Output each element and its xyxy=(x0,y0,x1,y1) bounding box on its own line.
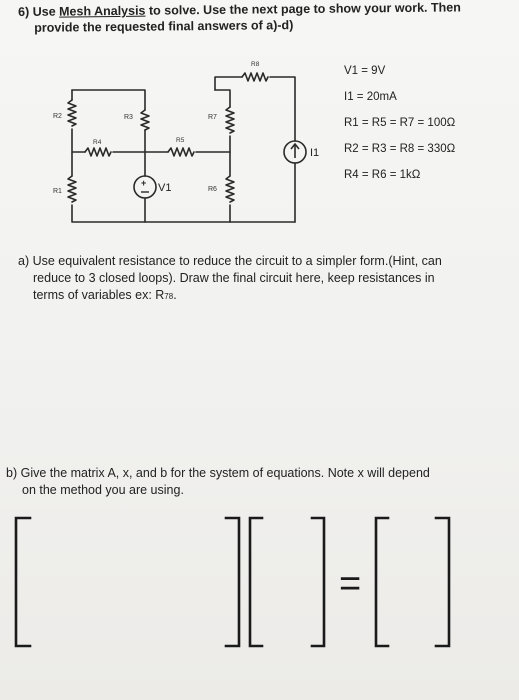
part-a-line-2: reduce to 3 closed loops). Draw the final circuit here, keep resistances in xyxy=(33,271,435,285)
problem-text-pre: Use xyxy=(32,4,60,19)
matrix-equation xyxy=(0,512,519,652)
vector-b-right-bracket xyxy=(436,518,449,646)
given-v1: V1 = 9V xyxy=(344,65,386,77)
given-r1-r5-r7: R1 = R5 = R7 = 100Ω xyxy=(344,117,456,129)
r3-zigzag xyxy=(141,110,149,130)
wire-r7-top xyxy=(215,90,230,107)
part-a-line-3-text: terms of variables ex: R xyxy=(33,288,165,302)
part-b-question xyxy=(6,465,506,499)
wire-left-bottom xyxy=(72,205,295,222)
problem-text-post: to solve. Use the next page to show your work. Then xyxy=(145,0,461,18)
part-b-label: b) xyxy=(6,466,18,480)
r1-label: R1 xyxy=(53,188,62,195)
matrix-a-left-bracket xyxy=(16,518,30,646)
r5-zigzag xyxy=(168,148,194,156)
r1-zigzag xyxy=(68,176,76,202)
wire-top-left xyxy=(72,90,145,110)
part-b-line-1: Give the matrix A, x, and b for the system of equations. Note x will depend xyxy=(20,466,430,480)
mesh-analysis-link: Mesh Analysis xyxy=(59,3,146,19)
r8-zigzag xyxy=(242,73,268,81)
wire-top-r8-right xyxy=(270,77,295,141)
i1-label: I1 xyxy=(310,147,320,159)
r4-zigzag xyxy=(85,148,111,156)
part-a-line-3 xyxy=(18,287,488,305)
r7-label: R7 xyxy=(208,114,217,121)
r2-label: R2 xyxy=(53,113,62,120)
v1-label: V1 xyxy=(158,182,172,194)
r2-zigzag xyxy=(68,100,76,126)
problem-number: 6) xyxy=(18,4,30,19)
i1-arrow-icon xyxy=(291,144,299,158)
vector-x-right-bracket xyxy=(312,518,324,646)
part-a-label: a) xyxy=(18,254,30,268)
part-a-question xyxy=(18,253,488,305)
matrix-a-right-bracket xyxy=(226,518,239,646)
vector-x-left-bracket xyxy=(250,518,262,646)
part-a-line-3-end: . xyxy=(173,288,177,302)
r6-zigzag xyxy=(226,176,234,202)
r4-label: R4 xyxy=(93,139,102,146)
part-b-line-2: on the method you are using. xyxy=(22,483,184,497)
vector-b-left-bracket xyxy=(376,518,388,646)
r7-zigzag xyxy=(226,107,234,133)
wire-top-r8-left xyxy=(215,77,242,90)
given-r2-r3-r8: R2 = R3 = R8 = 330Ω xyxy=(344,143,456,155)
r8-label: R8 xyxy=(251,61,260,68)
given-r4-r6: R4 = R6 = 1kΩ xyxy=(344,169,421,181)
part-a-subscript: 78 xyxy=(164,292,174,301)
problem-line-2: provide the requested final answers of a)-d) xyxy=(34,18,294,35)
v1-plus-label: + xyxy=(141,178,147,188)
part-a-line-1: Use equivalent resistance to reduce the circuit to a simpler form.(Hint, can xyxy=(32,254,442,268)
r5-label: R5 xyxy=(176,137,185,144)
given-values-list xyxy=(344,58,514,188)
r3-label: R3 xyxy=(124,114,133,121)
r6-label: R6 xyxy=(208,186,217,193)
given-i1: I1 = 20mA xyxy=(344,91,397,103)
problem-statement xyxy=(18,0,508,36)
equals-sign: = xyxy=(339,563,362,605)
